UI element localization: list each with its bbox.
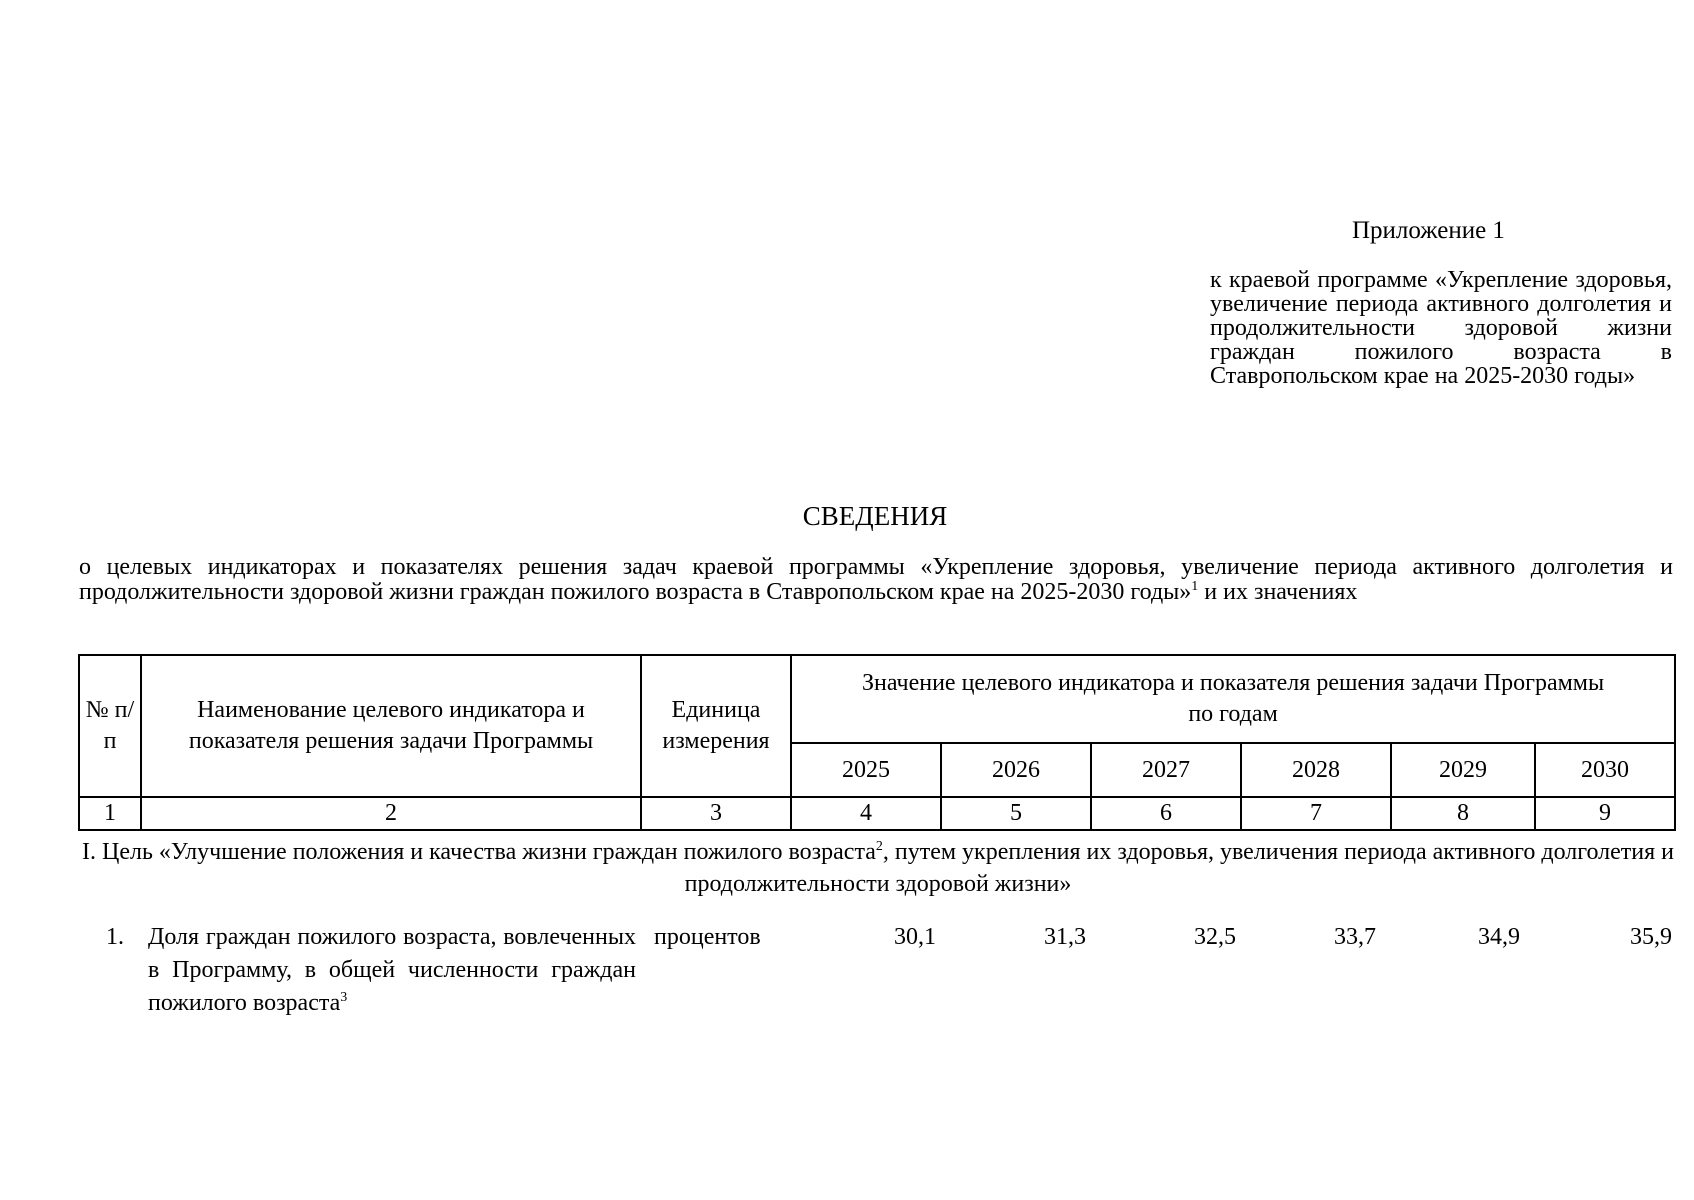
row-indicator-text: Доля граждан пожилого возраста, вовлеченных в Программу, в общей численности граждан пожилого возраста <box>148 924 636 1016</box>
footnote-mark-2: 2 <box>875 839 883 854</box>
indicators-table <box>78 654 1676 831</box>
column-number: 9 <box>1535 797 1675 830</box>
goal-heading <box>80 836 1676 900</box>
column-number: 5 <box>941 797 1091 830</box>
row-unit: процентов <box>654 924 761 950</box>
header-unit: Единица измерения <box>641 655 791 797</box>
footnote-mark-1: 1 <box>1191 579 1199 594</box>
row-value-2027: 32,5 <box>1194 924 1236 950</box>
goal-text-end: , путем укрепления их здоровья, увеличения периода активного долголетия и продолжительности здоровой жизни» <box>684 839 1674 897</box>
column-number: 8 <box>1391 797 1535 830</box>
column-number: 1 <box>79 797 141 830</box>
footnote-mark-3: 3 <box>340 990 348 1005</box>
goal-text: I. Цель «Улучшение положения и качества жизни граждан пожилого возраста <box>82 839 876 865</box>
column-number: 4 <box>791 797 941 830</box>
column-number: 3 <box>641 797 791 830</box>
header-indicator-name: Наименование целевого индикатора и показателя решения задачи Программы <box>141 655 641 797</box>
header-year: 2029 <box>1391 743 1535 797</box>
column-number: 6 <box>1091 797 1241 830</box>
header-year: 2025 <box>791 743 941 797</box>
row-value-2025: 30,1 <box>894 924 936 950</box>
appendix-title: Приложение 1 <box>1352 217 1505 244</box>
document-subtitle <box>79 555 1673 605</box>
document-title: СВЕДЕНИЯ <box>802 501 948 531</box>
row-value-2030: 35,9 <box>1630 924 1672 950</box>
header-values-by-year: Значение целевого индикатора и показателя решения задачи Программы по годам <box>791 655 1675 743</box>
row-value-2029: 34,9 <box>1478 924 1520 950</box>
row-indicator-name <box>148 921 636 1020</box>
subtitle-text: о целевых индикаторах и показателях решения задач краевой программы «Укрепление здоровья, увеличение периода активного долголетия и продолжительности здоровой жизни граждан пожилого возраста в Ставропольском крае на 2025-2030 годы» <box>79 554 1673 605</box>
column-number: 2 <box>141 797 641 830</box>
row-value-2026: 31,3 <box>1044 924 1086 950</box>
row-value-2028: 33,7 <box>1334 924 1376 950</box>
header-year: 2026 <box>941 743 1091 797</box>
row-number: 1. <box>106 924 124 950</box>
column-number: 7 <box>1241 797 1391 830</box>
appendix-text: к краевой программе «Укрепление здоровья, увеличение периода активного долголетия и продолжительности здоровой жизни граждан пожилого возраста в Ставропольском крае на 2025-2030 годы» <box>1210 267 1672 389</box>
header-year: 2027 <box>1091 743 1241 797</box>
header-number: № п/п <box>79 655 141 797</box>
header-year: 2030 <box>1535 743 1675 797</box>
subtitle-text-end: и их значениях <box>1198 579 1358 605</box>
header-year: 2028 <box>1241 743 1391 797</box>
